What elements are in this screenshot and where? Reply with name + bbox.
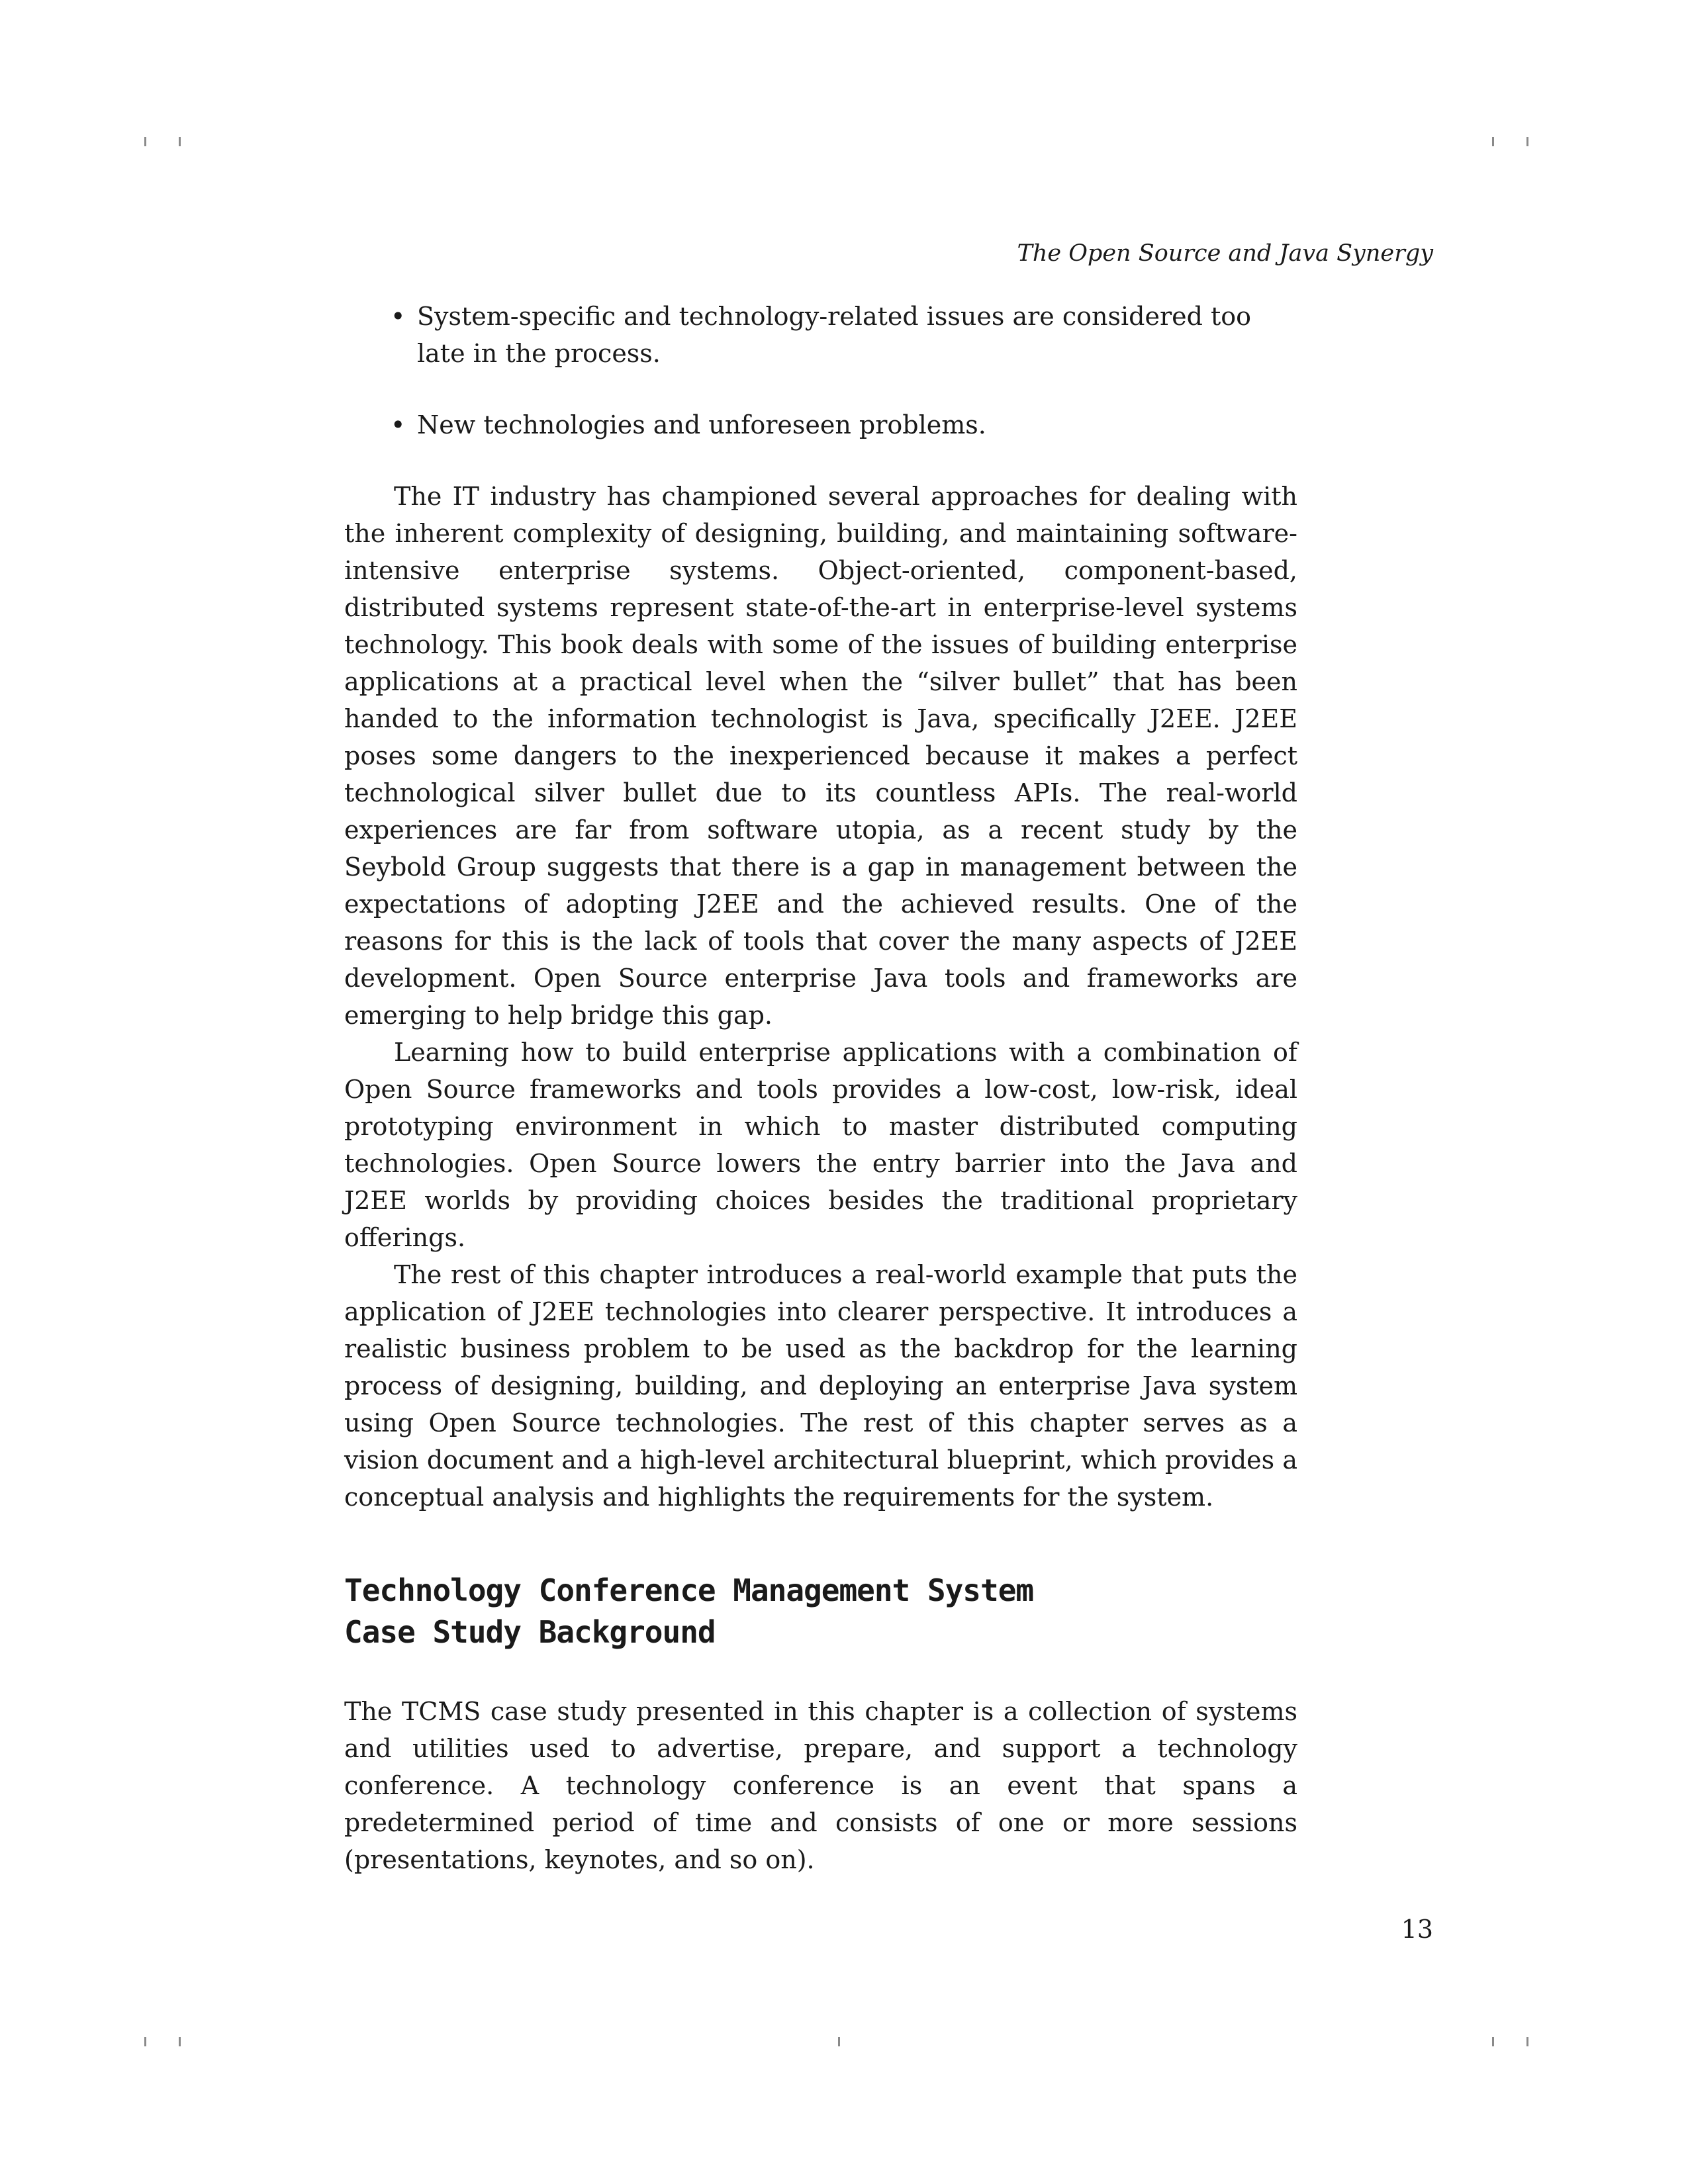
body-paragraph: The IT industry has championed several approaches for dealing with the inherent complexity of designing, building, and maintaining software-intensive enterprise systems. Object-oriented, component-based, distributed systems represent state-of-the-art in enterprise-level systems technology. This book deals with some of the issues of building enterprise applications at a practical level when the “silver bullet” that has been handed to the information technologist is Java, specifically J2EE. J2EE poses some dangers to the inexperienced because it makes a perfect technological silver bullet due to its countless APIs. The real-world experiences are far from software utopia, as a recent study by the Seybold Group suggests that there is a gap in management between the expectations of adopting J2EE and the achieved results. One of the reasons for this is the lack of tools that cover the many aspects of J2EE development. Open Source enterprise Java tools and frameworks are emerging to help bridge this gap. [344, 482, 1297, 1030]
section-paragraph: The TCMS case study presented in this chapter is a collection of systems and utilities used to advertise, prepare, and support a technology conference. A technology conference is an event that spans a predetermined period of time and consists of one or more sessions (presentations, keynotes, and so on). [344, 1697, 1297, 1874]
running-head: The Open Source and Java Synergy [1017, 240, 1433, 267]
bullet-icon: • [391, 410, 406, 439]
section-heading-line: Case Study Background [344, 1614, 716, 1650]
crop-mark [144, 137, 146, 146]
crop-mark [1526, 137, 1528, 146]
bullet-icon: • [391, 302, 406, 331]
bullet-list [344, 298, 1297, 443]
body-paragraph: The rest of this chapter introduces a real-world example that puts the application of J2EE technologies into clearer perspective. It introduces a realistic business problem to be used as the backdrop for the learning process of designing, building, and deploying an enterprise Java system using Open Source technologies. The rest of this chapter serves as a vision document and a high-level architectural blueprint, which provides a conceptual analysis and highlights the requirements for the system. [344, 1260, 1297, 1512]
crop-mark [838, 2037, 840, 2046]
body-paragraph: Learning how to build enterprise applications with a combination of Open Source frameworks and tools provides a low-cost, low-risk, ideal prototyping environment in which to master distributed computing technologies. Open Source lowers the entry barrier into the Java and J2EE worlds by providing choices besides the traditional proprietary offerings. [344, 1038, 1297, 1252]
list-item [344, 298, 1297, 372]
section-heading [344, 1570, 1297, 1653]
bullet-text: System-specific and technology-related issues are considered too late in the process. [417, 302, 1252, 368]
crop-mark [1492, 2037, 1494, 2046]
page-number: 13 [1401, 1915, 1433, 1944]
crop-mark [1526, 2037, 1528, 2046]
crop-mark [179, 137, 181, 146]
crop-mark [144, 2037, 146, 2046]
crop-mark [1492, 137, 1494, 146]
section-heading-line: Technology Conference Management System [344, 1572, 1034, 1608]
list-item [344, 406, 1297, 443]
bullet-text: New technologies and unforeseen problems. [417, 410, 986, 439]
page-body [344, 298, 1297, 1878]
crop-mark [179, 2037, 181, 2046]
